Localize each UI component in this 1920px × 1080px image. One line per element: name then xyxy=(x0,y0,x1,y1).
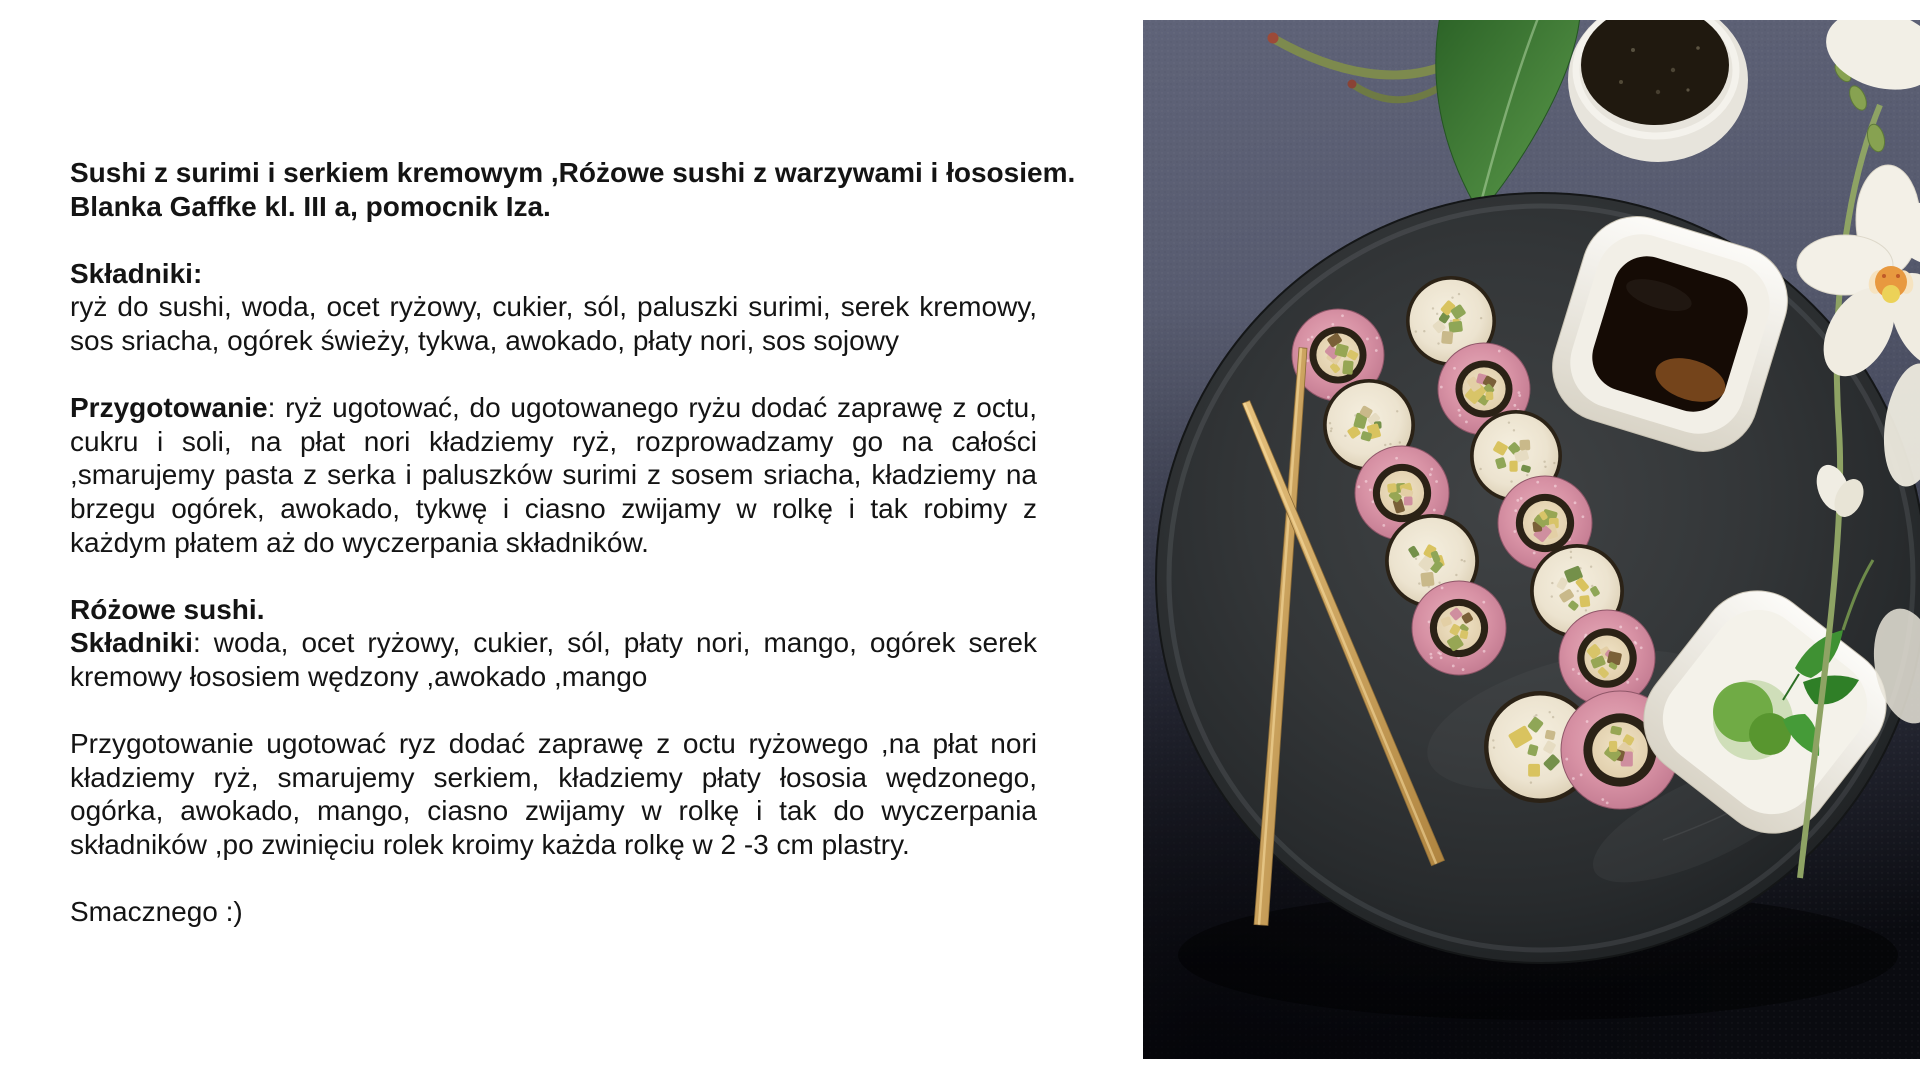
closing-line: Smacznego :) xyxy=(70,896,243,928)
ingredients-text-2: : woda, ocet ryżowy, cukier, sól, płaty nori, mango, ogórek serek kremowy łososiem wędzony ,awokado ,mango xyxy=(70,627,1037,692)
ingredients-label-2: Składniki xyxy=(70,627,193,659)
recipe-author: Blanka Gaffke kl. III a, pomocnik Iza. xyxy=(70,190,551,222)
preparation-text-1: : ryż ugotować, do ugotowanego ryżu dodać zaprawę z octu, cukru i soli, na płat nori kładziemy ryż, rozprowadzamy go na całości ,smarujemy pasta z serka i paluszków surimi z sosem sriacha, kładziemy na brzegu ogórek, awokado, tykwę i ciasno zwijamy w rolkę i tak robimy z każdym płatem aż do wyczerpania składników. xyxy=(70,392,1037,558)
wasabi-paste xyxy=(1713,680,1793,760)
sushi-roll xyxy=(1559,610,1655,706)
recipe-title-line1: Sushi z surimi i serkiem kremowym ,Różowe sushi z warzywami i łososiem. xyxy=(70,157,1076,188)
ingredients-text-1: ryż do sushi, woda, ocet ryżowy, cukier, sól, paluszki surimi, serek kremowy, sos sriacha, ogórek świeży, tykwa, awokado, płaty nori, sos sojowy xyxy=(70,291,1037,356)
sushi-photo xyxy=(1143,20,1920,1059)
pink-sushi-heading: Różowe sushi. xyxy=(70,593,265,625)
recipe-title xyxy=(70,156,1076,223)
recipe-text-column xyxy=(70,156,1076,929)
sushi-roll xyxy=(1412,581,1506,675)
preparation-paragraph-1 xyxy=(70,391,1037,559)
ingredients-heading-1: Składniki: xyxy=(70,257,203,289)
ingredients-section-1 xyxy=(70,257,1037,358)
preparation-label-1: Przygotowanie xyxy=(70,392,268,424)
preparation-paragraph-2: Przygotowanie ugotować ryz dodać zaprawę z octu ryżowego ,na płat nori kładziemy ryż, smarujemy serkiem, kładziemy płaty łososia wędzonego, ogórka, awokado, mango, ciasno zwijamy w rolkę i tak do wyczerpania składników ,po zwinięciu rolek kroimy każda rolkę w 2 -3 cm plastry. xyxy=(70,728,1037,860)
pink-sushi-section xyxy=(70,593,1037,694)
